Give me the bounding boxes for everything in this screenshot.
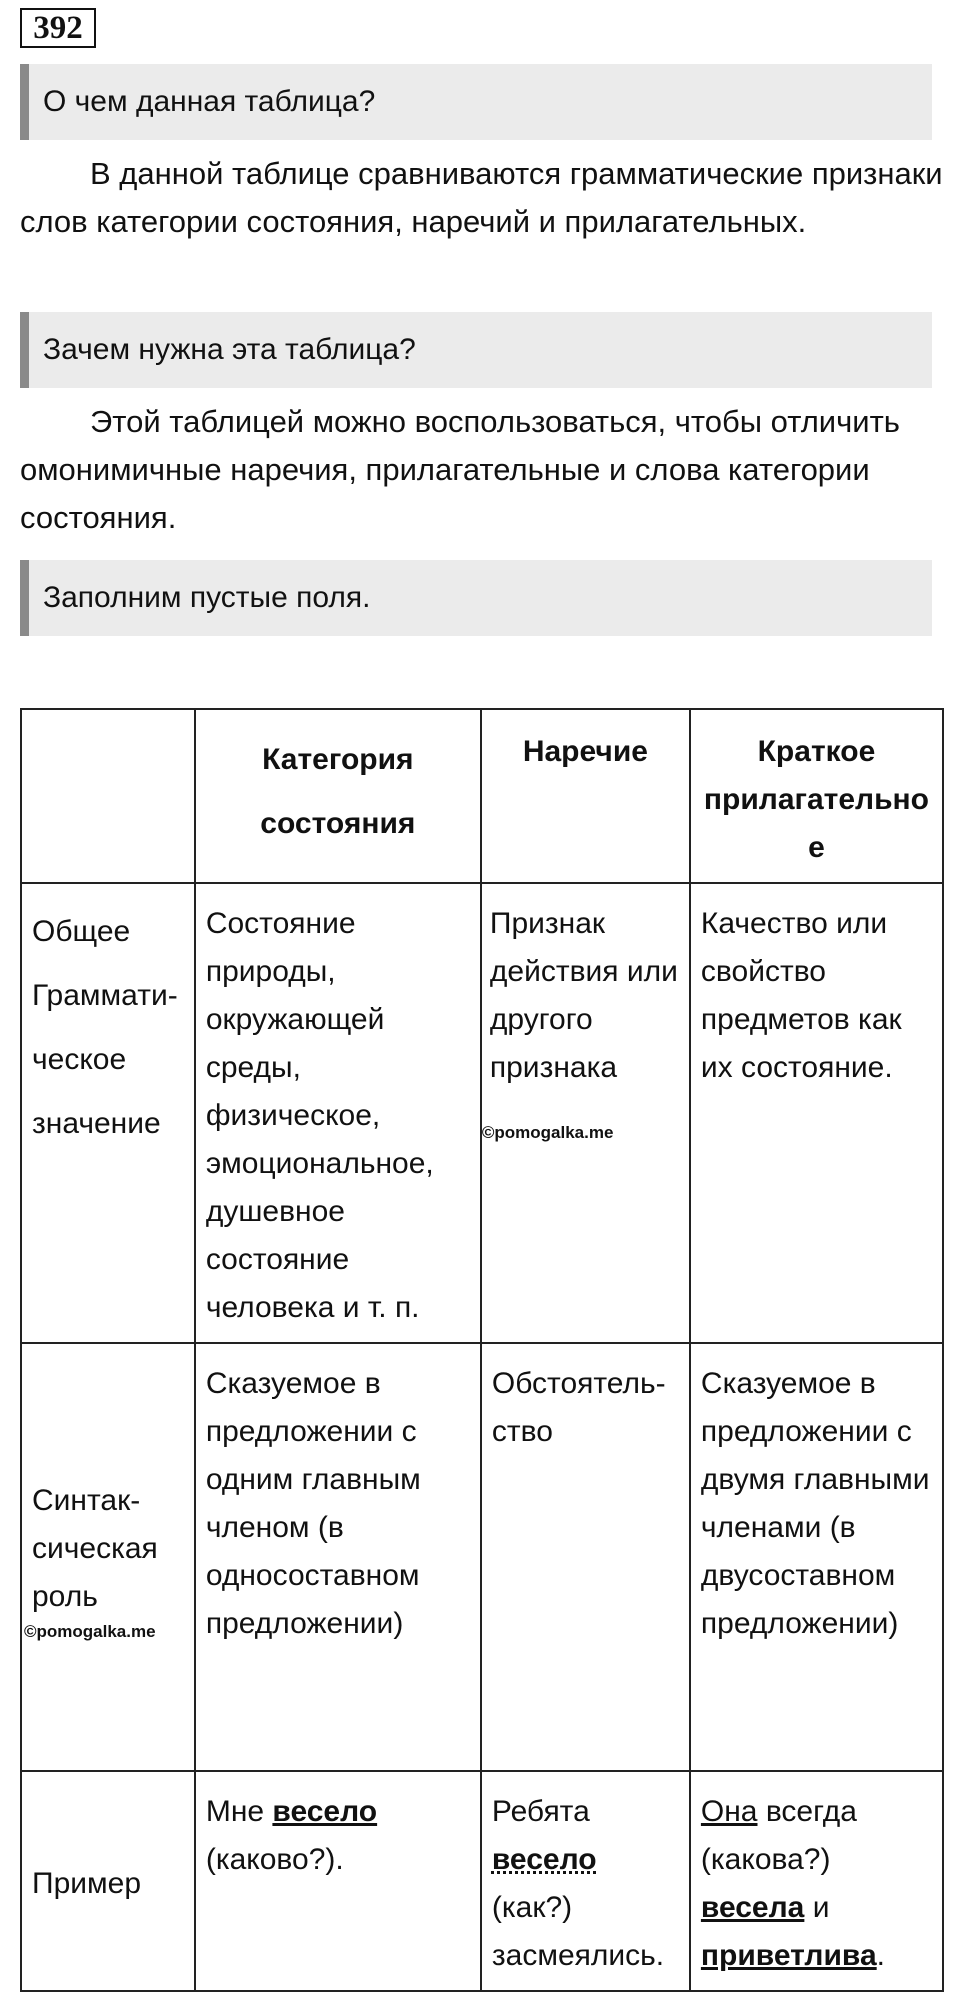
header-state-category: Категория состояния	[195, 709, 481, 883]
answer-paragraph-2	[20, 398, 950, 542]
header-short-adjective: Краткое прилагательное	[690, 709, 943, 883]
cell-text: Синтак-сическая роль	[32, 1484, 158, 1613]
comparison-table	[20, 708, 944, 1992]
cell-meaning-adverb	[481, 883, 690, 1343]
header-empty	[21, 709, 195, 883]
text: всегда (какова?)	[700, 1795, 857, 1876]
text: (как?) засмеялись.	[491, 1891, 665, 1972]
cell-role-state: Сказуемое в предложении с одним главным членом (в односоставном предложении)	[195, 1343, 481, 1771]
question-text-3: Заполним пустые поля.	[43, 581, 371, 614]
example-word: весело	[272, 1795, 378, 1828]
question-bar-2	[20, 312, 932, 388]
answer-paragraph-1	[20, 150, 950, 246]
cell-role-adjective: Сказуемое в предложении с двумя главными членами (в двусоставном предложении)	[690, 1343, 943, 1771]
row-label-meaning: Общее Граммати-ческое значение	[21, 883, 195, 1343]
question-text-2: Зачем нужна эта таблица?	[43, 333, 416, 366]
example-word: приветлива	[700, 1939, 877, 1972]
example-word: весела	[700, 1891, 805, 1924]
table-row	[21, 1343, 943, 1771]
cell-example-adverb	[481, 1771, 690, 1991]
watermark-text: ©pomogalka.me	[481, 1123, 614, 1142]
question-bar-1	[20, 64, 932, 140]
table-header-row	[21, 709, 943, 883]
text: .	[876, 1939, 886, 1972]
header-adverb: Наречие	[481, 709, 690, 883]
cell-meaning-adjective: Качество или свойство предметов как их состояние.	[690, 883, 943, 1343]
text: (каково?).	[205, 1843, 344, 1876]
question-bar-3	[20, 560, 932, 636]
watermark-text: ©pomogalka.me	[24, 1622, 156, 1641]
text: Мне	[205, 1795, 273, 1828]
task-number: 392	[20, 8, 96, 48]
cell-example-state	[195, 1771, 481, 1991]
cell-meaning-state: Состояние природы, окружающей среды, физическое, эмоциональное, душевное состояние человека и т. п.	[195, 883, 481, 1343]
cell-example-adjective	[690, 1771, 943, 1991]
cell-role-adverb: Обстоятель-ство	[481, 1343, 690, 1771]
example-word: весело	[491, 1843, 597, 1876]
question-text-1: О чем данная таблица?	[43, 85, 376, 118]
row-label-example: Пример	[21, 1771, 195, 1991]
table-row	[21, 1771, 943, 1991]
text: и	[804, 1891, 830, 1924]
subject-word: Она	[700, 1795, 758, 1828]
text: Ребята	[491, 1795, 590, 1828]
table-row	[21, 883, 943, 1343]
row-label-role	[21, 1343, 195, 1771]
answer-text-1: В данной таблице сравниваются грамматические признаки слов категории состояния, наречий и прилагательных.	[20, 156, 943, 239]
answer-text-2: Этой таблицей можно воспользоваться, чтобы отличить омонимичные наречия, прилагательные и слова категории состояния.	[20, 404, 900, 535]
cell-text: Признак действия или другого признака	[489, 907, 678, 1084]
